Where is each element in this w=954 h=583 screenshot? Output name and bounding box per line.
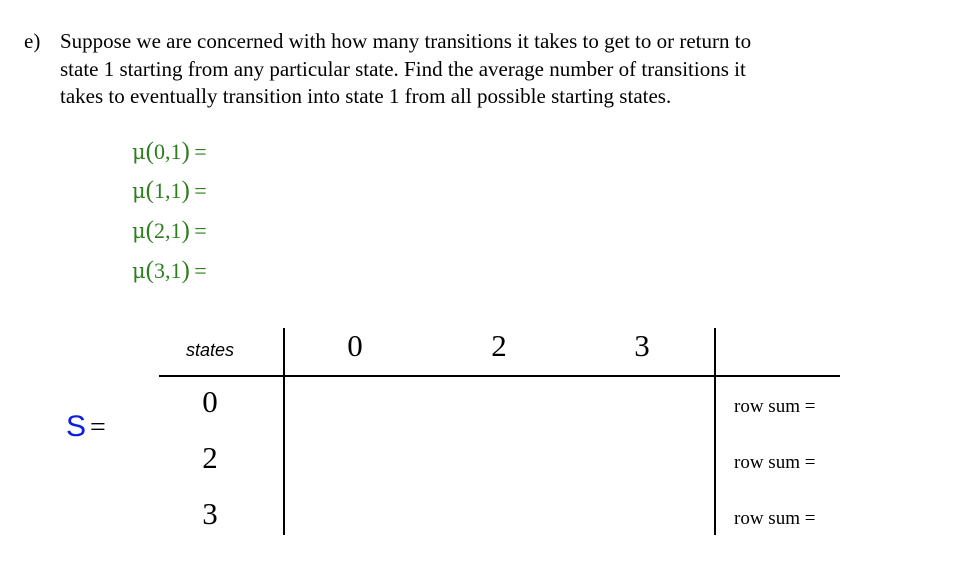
matrix-name: S	[66, 410, 87, 443]
mu-args: 2,1	[153, 218, 182, 243]
mu-args: 0,1	[153, 139, 182, 164]
states-header: states	[186, 340, 235, 360]
row-header-2: 2	[202, 440, 218, 475]
row-sum-3: row sum =	[734, 508, 816, 529]
mu-equals: =	[194, 139, 207, 164]
mu-symbol: μ	[132, 140, 146, 164]
matrix-equals: =	[90, 412, 106, 443]
matrix-s-label	[66, 410, 106, 444]
mu-args: 3,1	[153, 258, 182, 283]
table-divider-right	[714, 328, 716, 535]
table-header-rule	[159, 375, 840, 377]
mu-equals: =	[194, 258, 207, 283]
column-header-3: 3	[634, 328, 650, 363]
mu-symbol: μ	[132, 259, 146, 283]
column-header-0: 0	[347, 328, 363, 363]
mu-symbol: μ	[132, 179, 146, 203]
mu-expression-0: μ(0,1) =	[132, 138, 207, 165]
row-header-0: 0	[202, 384, 218, 419]
problem-line-2: state 1 starting from any particular state. Find the average number of transitions it	[60, 56, 746, 81]
problem-line-3: takes to eventually transition into state 1 from all possible starting states.	[60, 84, 672, 108]
mu-args: 1,1	[153, 178, 182, 203]
mu-symbol: μ	[132, 219, 146, 243]
row-sum-2: row sum =	[734, 452, 816, 473]
mu-equals: =	[194, 178, 207, 203]
column-header-2: 2	[491, 328, 507, 363]
mu-expression-2: μ(2,1) =	[132, 217, 207, 244]
problem-label: e)	[24, 29, 41, 53]
mu-expression-3: μ(3,1) =	[132, 257, 207, 284]
row-sum-0: row sum =	[734, 396, 816, 417]
mu-equals: =	[194, 218, 207, 243]
row-header-3: 3	[202, 496, 218, 531]
table-divider-left	[283, 328, 285, 535]
problem-line-1: Suppose we are concerned with how many transitions it takes to get to or return to	[60, 29, 752, 53]
mu-expression-1: μ(1,1) =	[132, 177, 207, 204]
